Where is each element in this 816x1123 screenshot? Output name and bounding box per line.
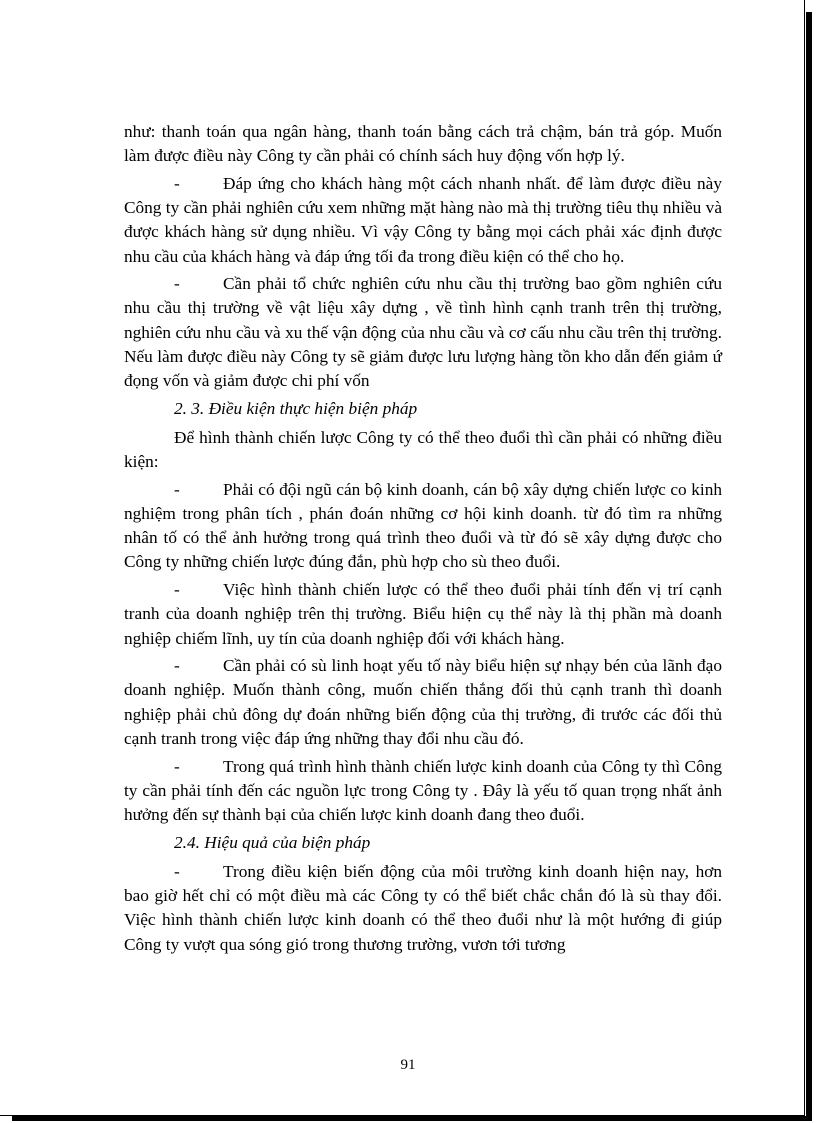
paragraph: như: thanh toán qua ngân hàng, thanh toán bằng cách trả chậm, bán trả góp. Muốn làm được điều này Công ty cần phải có chính sách huy động vốn hợp lý. — [124, 122, 722, 166]
bullet-marker: - — [174, 580, 180, 600]
bullet-paragraph — [124, 578, 722, 651]
bullet-text: Cần phải có sù linh hoạt yếu tố này biểu hiện sự nhạy bén của lãnh đạo doanh nghiệp. Muốn thành công, muốn chiến thắng đối thủ cạnh tranh thì doanh nghiệp phải chủ đông dự đoán những biến động của thị trường, đi trước các đối thủ cạnh tranh trong việc đáp ứng những thay đổi nhu cầu đó. — [124, 656, 722, 748]
bullet-paragraph — [124, 272, 722, 393]
bullet-marker: - — [174, 656, 180, 676]
bullet-text: Trong quá trình hình thành chiến lược kinh doanh của Công ty thì Công ty cần phải tính đến các nguồn lực trong Công ty . Đây là yếu tố quan trọng nhất ảnh hưởng đến sự thành bại của chiến lược kinh doanh đang theo đuổi. — [124, 756, 722, 824]
bullet-text: Đáp ứng cho khách hàng một cách nhanh nhất. để làm được điều này Công ty cần phải nghiên cứu xem những mặt hàng nào mà thị trường tiêu thụ nhiều và được khách hàng sử dụng nhiều. Vì vậy Công ty bằng mọi cách phải xác định được nhu cầu của khách hàng và đáp ứng tối đa trong điều kiện có thể cho họ. — [124, 173, 722, 266]
page-border-right — [804, 0, 805, 1116]
page-body — [124, 120, 722, 960]
page-number: 91 — [400, 1057, 416, 1073]
bullet-marker: - — [174, 756, 180, 776]
bullet-marker: - — [174, 173, 180, 193]
bullet-paragraph — [124, 172, 722, 269]
bullet-paragraph — [124, 755, 722, 828]
bullet-marker: - — [174, 861, 180, 881]
bullet-paragraph — [124, 860, 722, 957]
bullet-marker: - — [174, 274, 180, 294]
bullet-text: Cần phải tổ chức nghiên cứu nhu cầu thị trường bao gồm nghiên cứu nhu cầu thị trường về vật liệu xây dựng , về tình hình cạnh tranh trên thị trường, nghiên cứu nhu cầu và xu thế vận động của nhu cầu và cơ cấu nhu cầu trên thị trường. Nếu làm được điều này Công ty sẽ giảm được lưu lượng hàng tồn kho dẫn đến giảm ứ đọng vốn và giảm được chi phí vốn — [124, 274, 722, 391]
section-heading: 2.4. Hiệu quả của biện pháp — [174, 832, 371, 852]
bullet-text: Trong điều kiện biến động của môi trường kinh doanh hiện nay, hơn bao giờ hết chỉ có một điều mà các Công ty có thể biết chắc chắn đó là sù thay đổi. Việc hình thành chiến lược kinh doanh có thể theo đuổi như là một hướng đi giúp Công ty vượt qua sóng gió trong thương trường, vươn tới tương — [124, 861, 722, 954]
section-heading: 2. 3. Điều kiện thực hiện biện pháp — [174, 398, 418, 418]
bullet-text: Việc hình thành chiến lược có thể theo đuổi phải tính đến vị trí cạnh tranh của doanh nghiệp trên thị trường. Biểu hiện cụ thể này là thị phần mà doanh nghiệp chiếm lĩnh, uy tín của doanh nghiệp đối với khách hàng. — [124, 580, 722, 648]
page-shadow-bottom — [12, 1116, 812, 1121]
bullet-paragraph — [124, 478, 722, 575]
bullet-paragraph — [124, 654, 722, 751]
bullet-marker: - — [174, 479, 180, 499]
page-shadow-right — [806, 12, 812, 1120]
bullet-text: Phải có đội ngũ cán bộ kinh doanh, cán bộ xây dựng chiến lược co kinh nghiệm trong phân tích , phán đoán những cơ hội kinh doanh. từ đó tìm ra những nhân tố có thể ảnh hưởng trong quá trình theo đuổi và từ đó sẽ xây dựng được cho Công ty những chiến lược đúng đắn, phù hợp cho sù theo đuổi. — [124, 479, 722, 572]
paragraph: Để hình thành chiến lược Công ty có thể theo đuổi thì cần phải có những điều kiện: — [124, 427, 722, 472]
